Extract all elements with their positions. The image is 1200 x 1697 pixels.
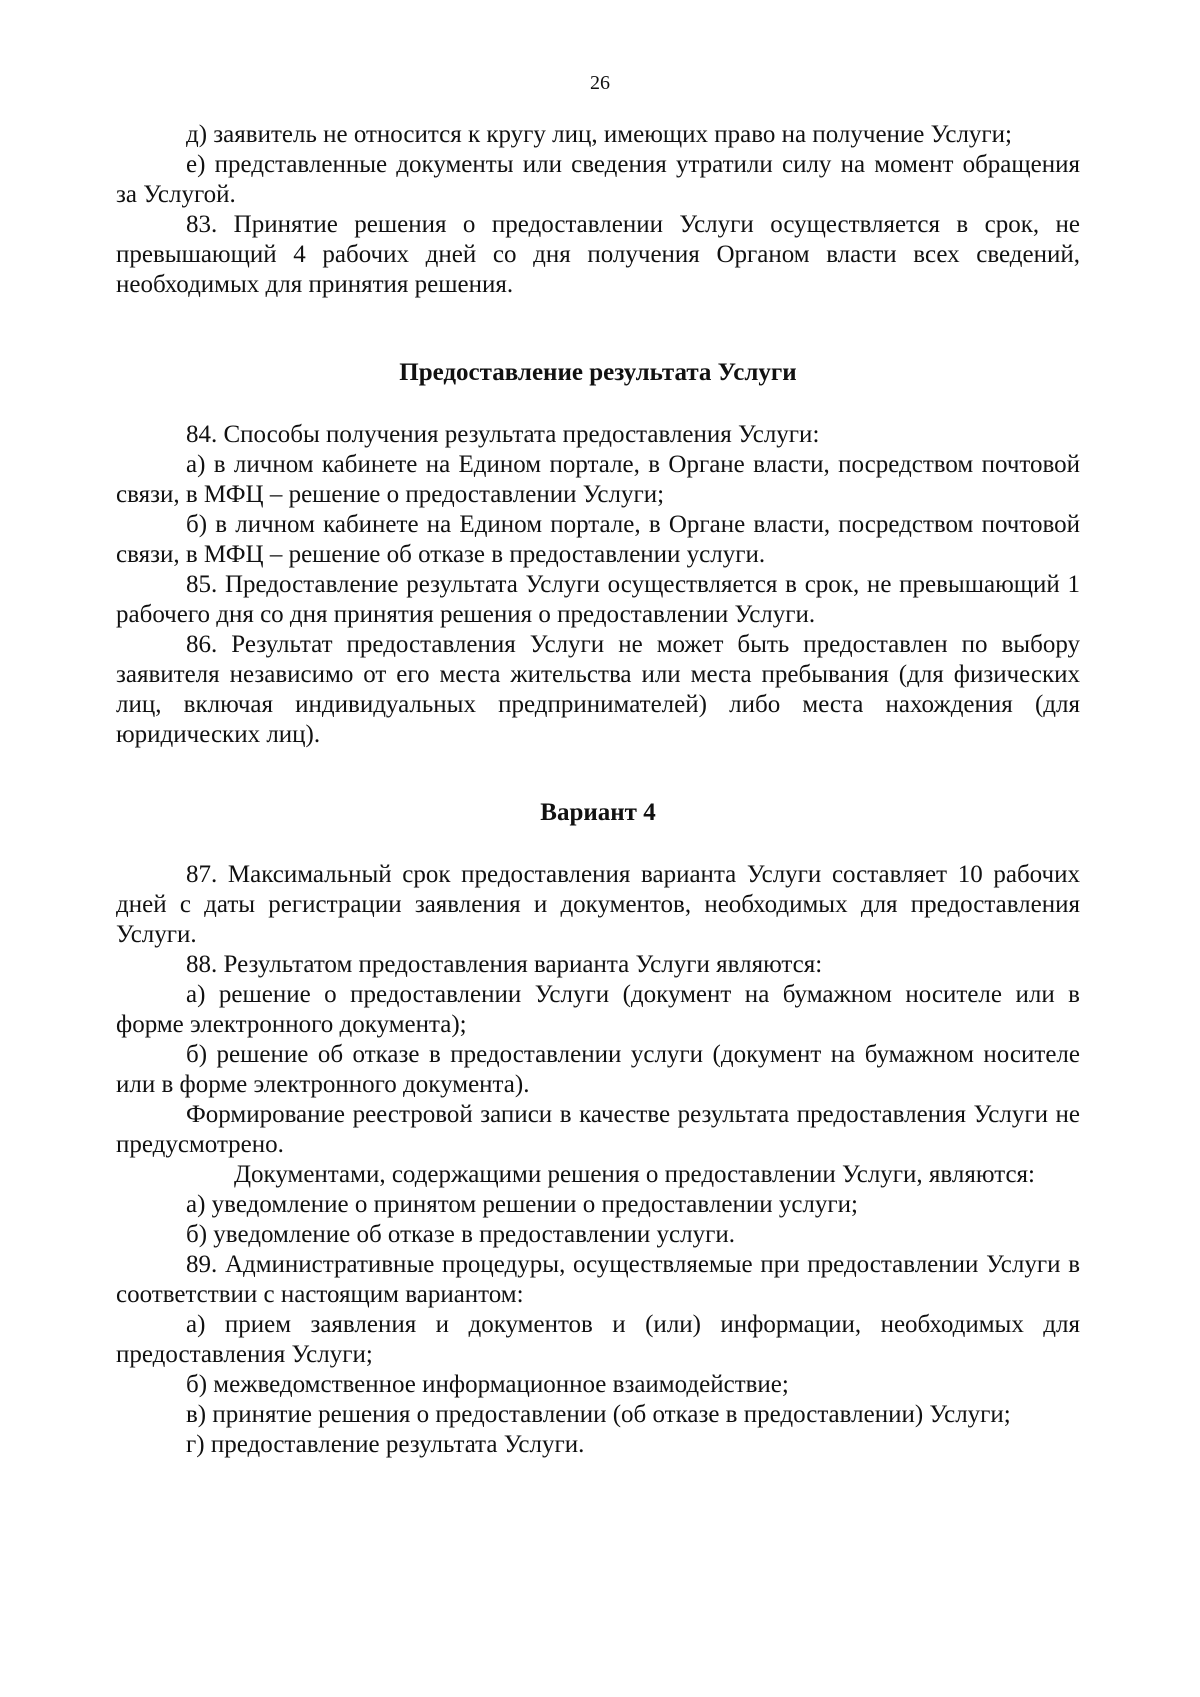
paragraph-documents-b: б) уведомление об отказе в предоставлении услуги. (186, 1221, 735, 1248)
paragraph-documents: Документами, содержащими решения о предоставлении Услуги, являются: (234, 1161, 1035, 1188)
section-heading-result: Предоставление результата Услуги (399, 359, 797, 386)
paragraph-88-b: б) решение об отказе в предоставлении услуги (документ на бумажном носителе или в форме электронного документа). (116, 1041, 1080, 1098)
paragraph-84: 84. Способы получения результата предоставления Услуги: (186, 421, 820, 448)
paragraph-documents-a: а) уведомление о принятом решении о предоставлении услуги; (186, 1191, 858, 1218)
paragraph-85: 85. Предоставление результата Услуги осуществляется в срок, не превышающий 1 рабочего дня со дня принятия решения о предоставлении Услуги. (116, 571, 1080, 628)
paragraph-registry-record: Формирование реестровой записи в качестве результата предоставления Услуги не предусмотрено. (116, 1101, 1080, 1158)
section-heading-variant-4: Вариант 4 (540, 799, 656, 826)
paragraph-84-b: б) в личном кабинете на Едином портале, в Органе власти, посредством почтовой связи, в МФЦ – решение об отказе в предоставлении услуги. (116, 511, 1080, 568)
paragraph-87: 87. Максимальный срок предоставления варианта Услуги составляет 10 рабочих дней с даты регистрации заявления и документов, необходимых для предоставления Услуги. (116, 861, 1080, 948)
paragraph-88: 88. Результатом предоставления варианта Услуги являются: (186, 951, 823, 978)
paragraph-88-a: а) решение о предоставлении Услуги (документ на бумажном носителе или в форме электронного документа); (116, 981, 1080, 1038)
paragraph-89-b: б) межведомственное информационное взаимодействие; (186, 1371, 789, 1398)
paragraph-89: 89. Административные процедуры, осуществляемые при предоставлении Услуги в соответствии с настоящим вариантом: (116, 1251, 1080, 1308)
paragraph-86: 86. Результат предоставления Услуги не может быть предоставлен по выбору заявителя независимо от его места жительства или места пребывания (для физических лиц, включая индивидуальных предпринимателей) либо места нахождения (для юридических лиц). (116, 631, 1080, 748)
page-number: 26 (590, 72, 610, 94)
paragraph-89-a: а) прием заявления и документов и (или) информации, необходимых для предоставления Услуги; (116, 1311, 1080, 1368)
paragraph-89-g: г) предоставление результата Услуги. (186, 1431, 585, 1458)
paragraph-84-a: а) в личном кабинете на Едином портале, в Органе власти, посредством почтовой связи, в МФЦ – решение о предоставлении Услуги; (116, 451, 1080, 508)
document-body (116, 120, 1080, 1460)
paragraph-89-v: в) принятие решения о предоставлении (об отказе в предоставлении) Услуги; (186, 1401, 1011, 1428)
paragraph-83: 83. Принятие решения о предоставлении Услуги осуществляется в срок, не превышающий 4 рабочих дней со дня получения Органом власти всех сведений, необходимых для принятия решения. (116, 211, 1080, 298)
paragraph-item-d: д) заявитель не относится к кругу лиц, имеющих право на получение Услуги; (186, 121, 1013, 148)
paragraph-item-e: е) представленные документы или сведения утратили силу на момент обращения за Услугой. (116, 151, 1080, 208)
